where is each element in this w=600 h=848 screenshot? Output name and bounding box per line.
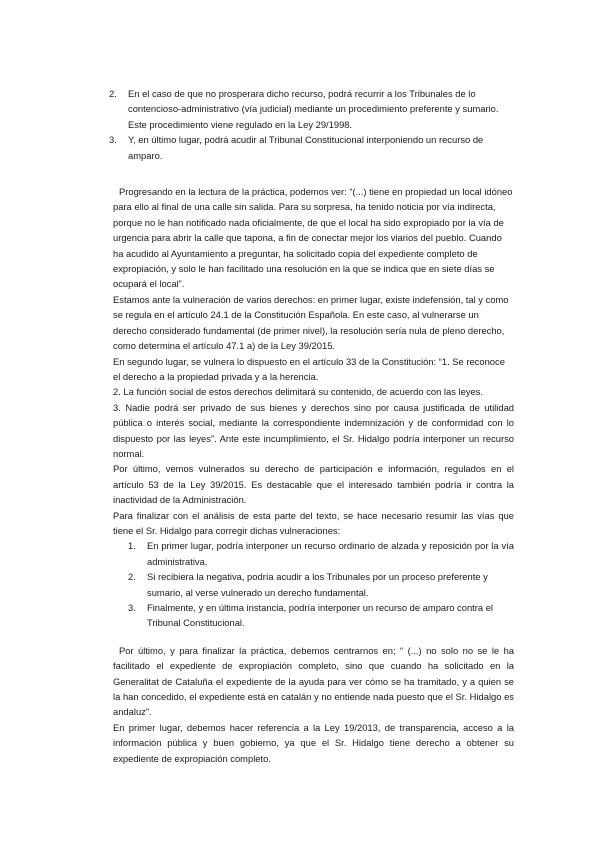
list-item bbox=[128, 538, 514, 569]
paragraph-ultimo: Por último, vemos vulnerados su derecho de participación e información, regulados en el artículo 53 de la Ley 39/2015. Es destacable que el interesado también podría ir contra la inactividad de la Administración. bbox=[113, 463, 514, 506]
top-numbered-list bbox=[109, 86, 512, 163]
list-text: Y, en último lugar, podrá acudir al Tribunal Constitucional interponiendo un recurso de amparo. bbox=[128, 134, 484, 161]
paragraph-nadie: 3. Nadie podrá ser privado de sus bienes y derechos sino por causa justificada de utilidad pública o interés social, mediante la correspondiente indemnización y de conformidad con lo dispuesto por las leyes”. Ante este incumplimiento, el Sr. Hidalgo podría interponer un recurso normal. bbox=[113, 401, 514, 459]
paragraph-ley-19-2013: En primer lugar, debemos hacer referencia a la Ley 19/2013, de transparencia, acceso a la información pública y buen gobierno, ya que el Sr. Hidalgo tiene derecho a obtener su expediente de expropiación completo. bbox=[113, 721, 514, 764]
paragraph-quote-2: Por último, y para finalizar la práctica, debemos centrarnos en; “ (...) no solo no se le ha facilitado el expediente de expropiación completo, sino que cuando ha solicitado en la Generalitat de Cataluña el expediente de la ayuda para ver cómo se ha tramitado, y a quien se la han concedido, el expediente está en catalán y no entiende nada puesto que el Sr. Hidalgo es andaluz”. bbox=[113, 644, 514, 718]
remedies-list bbox=[128, 538, 514, 630]
list-number: 2. bbox=[109, 88, 117, 99]
list-number: 2. bbox=[128, 571, 136, 583]
list-number: 1. bbox=[128, 540, 136, 552]
list-text: Si recibiera la negativa, podría acudir a los Tribunales por un proceso preferente y sumario, al verse vulnerado un derecho fundamental. bbox=[147, 571, 488, 598]
list-text: Finalmente, y en última instancia, podría interponer un recurso de amparo contra el Tribunal Constitucional. bbox=[147, 602, 494, 629]
paragraph-finalizar: Para finalizar con el análisis de esta parte del texto, se hace necesario resumir las vías que tiene el Sr. Hidalgo para corregir dichas vulneraciones: bbox=[113, 509, 514, 536]
list-text: En el caso de que no prosperara dicho recurso, podrá recurrir a los Tribunales de lo contencioso-administrativo (vía judicial) mediante un procedimiento preferente y sumario. Este procedimiento viene regulado en la Ley 29/1998. bbox=[128, 88, 499, 130]
list-number: 3. bbox=[109, 134, 117, 146]
list-item bbox=[128, 569, 514, 600]
list-number: 3. bbox=[128, 602, 136, 613]
paragraph-quote-1: Progresando en la lectura de la práctica, podemos ver: “(...) tiene en propiedad un local idóneo para ello al final de una calle sin salida. Para su sorpresa, ha tenido noticia por vía indirecta, porque no le han notificado nada oficialmente, de que el local ha sido expropiado por la vía de urgencia para abrir la calle que tapona, a fin de conectar mejor los viarios del pueblo. Cuando ha acudido al Ayuntamiento a preguntar, ha solicitado copia del expediente completo de expropiación, y solo le han facilitado una resolución en la que se indica que en siete días se ocupará el local”. bbox=[113, 186, 513, 290]
list-item bbox=[128, 600, 514, 631]
paragraph-segundo-lugar: En segundo lugar, se vulnera lo dispuesto en el artículo 33 de la Constitución: “1. Se reconoce el derecho a la propiedad privada y a la herencia. bbox=[113, 355, 505, 382]
list-text: En primer lugar, podría interponer un recurso ordinario de alzada y reposición por la vía administrativa. bbox=[147, 540, 514, 567]
list-item bbox=[109, 86, 512, 132]
list-item bbox=[109, 132, 512, 163]
paragraph-funcion-social: 2. La función social de estos derechos delimitará su contenido, de acuerdo con las leyes. bbox=[113, 386, 484, 398]
paragraph-derechos: Estamos ante la vulneración de varios derechos: en primer lugar, existe indefensión, tal y como se regula en el artículo 24.1 de la Constitución Española. En este caso, al vulnerarse un derecho considerado fundamental (de primer nivel), la resolución sería nula de pleno derecho, como determina el artículo 47.1 a) de la Ley 39/2015. bbox=[113, 293, 509, 352]
